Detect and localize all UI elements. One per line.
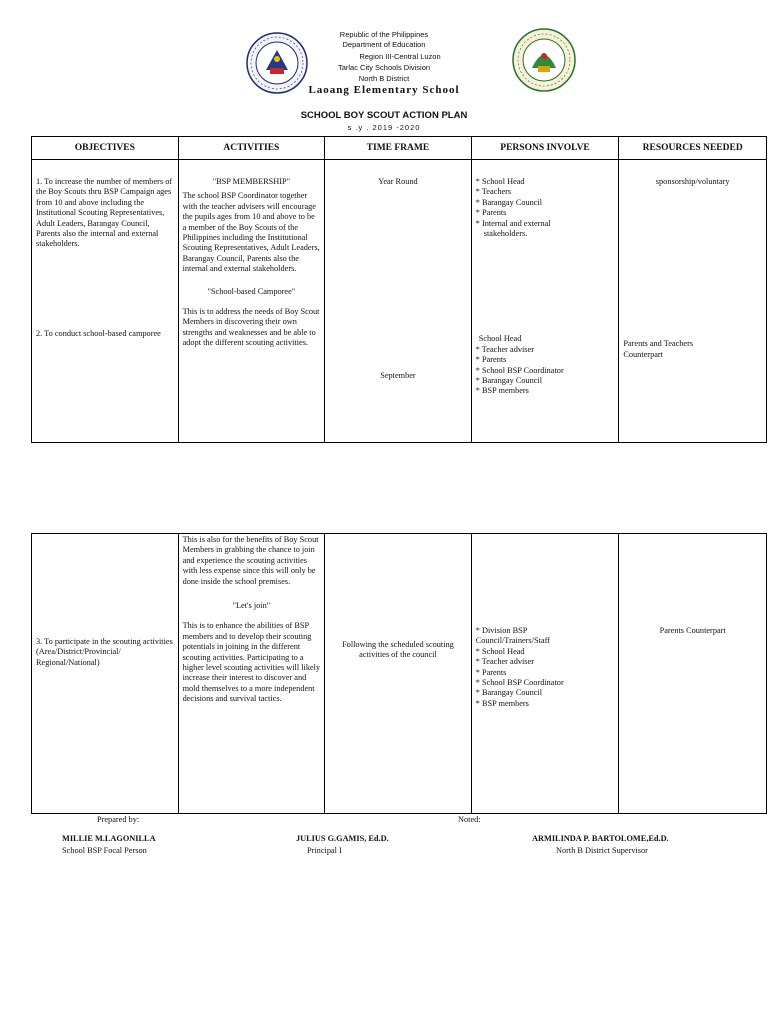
persons-3-list (476, 626, 615, 709)
header-line-district: North B District (358, 74, 410, 83)
list-item: * Teacher adviser (475, 657, 534, 667)
list-item: * Division BSP (475, 626, 528, 635)
activity-1-desc: The school BSP Coordinator together with the teacher advisers will encourage the pupils ages from 10 and above to be a member of the Boy Scouts of the Philippines including the Institutional Scouting Representatives, Adult Leaders, Barangay Council, Parents also the internal and external stakeholders. (182, 191, 320, 274)
col-activities: ACTIVITIES (178, 137, 325, 160)
persons-1-list (476, 177, 615, 239)
plan-title: SCHOOL BOY SCOUT ACTION PLAN (300, 110, 468, 121)
resources-cell (619, 160, 767, 443)
col-objectives: OBJECTIVES (32, 137, 179, 160)
signatory-2-name: JULIUS G.GAMIS, Ed.D. (296, 834, 389, 843)
list-item: * School BSP Coordinator (475, 678, 564, 688)
resources-cell (619, 534, 767, 814)
objectives-cell (32, 160, 179, 443)
time-frame-cell (325, 534, 472, 814)
activity-3-title: "Let's join" (232, 601, 271, 611)
time-frame-cell (325, 160, 472, 443)
list-item: * BSP members (475, 698, 529, 708)
objective-1: 1. To increase the number of members of the Boy Scouts thru BSP Campaign ages from 10 and above including the Institutional Scouting Representatives, Adult Leaders, Barangay Council, Parents also the internal and external stakeholders. (36, 177, 173, 249)
list-item: * School Head (475, 177, 525, 186)
signatory-1-title: School BSP Focal Person (62, 846, 147, 855)
signatory-1-name: MILLIE M.LAGONILLA (62, 834, 156, 843)
school-year: s .y . 2019 -2020 (347, 123, 421, 132)
list-item: * Teacher adviser (475, 344, 534, 354)
list-item: * Parents (475, 355, 507, 365)
table-header-row (32, 137, 767, 160)
list-item: * Barangay Council (475, 376, 543, 386)
resources-3: Parents Counterpart (659, 626, 726, 635)
signatory-3-name: ARMILINDA P. BARTOLOME,Ed.D. (532, 834, 669, 843)
table-row (32, 160, 767, 443)
persons-cell (471, 534, 619, 814)
header-line-republic: Republic of the Philippines (339, 30, 429, 39)
col-time-frame: TIME FRAME (325, 137, 472, 160)
prepared-label: Prepared by: (97, 815, 140, 824)
action-plan-table-1 (31, 136, 767, 443)
list-item: * School Head (475, 646, 525, 656)
school-name: Laoang Elementary School (308, 84, 460, 96)
list-item: stakeholders. (483, 229, 528, 239)
activity-2-title: "School-based Camporee" (207, 286, 296, 296)
list-item: * Barangay Council (475, 688, 543, 698)
resources-1: sponsorship/voluntary (655, 177, 730, 186)
activity-3-intro: This is also for the benefits of Boy Scout Members in grabbing the chance to join and experience the scouting activities with less expense since this will only be done inside the school premises. (182, 535, 319, 586)
persons-cell (471, 160, 619, 443)
activity-3-desc: This is to enhance the abilities of BSP members and to develop their scouting potentials in joining in the different scouting activities. Participating to a higher level scouting activities will likely increase their interest to discover and mold themselves to a more independent decisions and survival tactics. (182, 621, 321, 704)
list-item: * Internal and external (475, 218, 551, 228)
list-item: * School BSP Coordinator (475, 365, 564, 375)
activity-1-title: "BSP MEMBERSHIP" (212, 177, 290, 186)
time-3: Following the scheduled scouting activities of the council (342, 640, 454, 660)
header-line-deped: Department of Education (342, 40, 426, 49)
activities-cell (178, 534, 325, 814)
list-item: * Parents (475, 208, 507, 218)
activity-2-desc: This is to address the needs of Boy Scout Members in discovering their own strengths and weaknesses and be able to adopt the different scouting activities. (182, 307, 320, 348)
activities-cell (178, 160, 325, 443)
col-resources-needed: RESOURCES NEEDED (619, 137, 767, 160)
header-line-region: Region III-Central Luzon (359, 52, 441, 61)
resources-2: Parents and Teachers Counterpart (623, 339, 694, 359)
objective-3: 3. To participate in the scouting activities (Area/District/Provincial/ Regional/National) (36, 637, 173, 667)
list-item: * Parents (475, 667, 507, 677)
list-item: Council/Trainers/Staff (475, 636, 550, 646)
header-line-division: Tarlac City Schools Division (337, 63, 431, 72)
list-item: * Teachers (475, 187, 512, 197)
time-1: Year Round (378, 177, 418, 186)
action-plan-table-2 (31, 533, 767, 814)
list-item: * BSP members (475, 386, 529, 396)
signatory-2-title: Principal I (307, 846, 342, 855)
list-item: School Head (478, 334, 522, 344)
persons-2-list (476, 334, 615, 396)
col-persons-involve: PERSONS INVOLVE (471, 137, 619, 160)
noted-label: Noted: (458, 815, 481, 824)
list-item: * Barangay Council (475, 197, 543, 207)
objective-2: 2. To conduct school-based camporee (36, 328, 161, 338)
time-2: September (380, 371, 416, 381)
signatory-3-title: North B District Supervisor (556, 846, 648, 855)
objectives-cell (32, 534, 179, 814)
table-row (32, 534, 767, 814)
